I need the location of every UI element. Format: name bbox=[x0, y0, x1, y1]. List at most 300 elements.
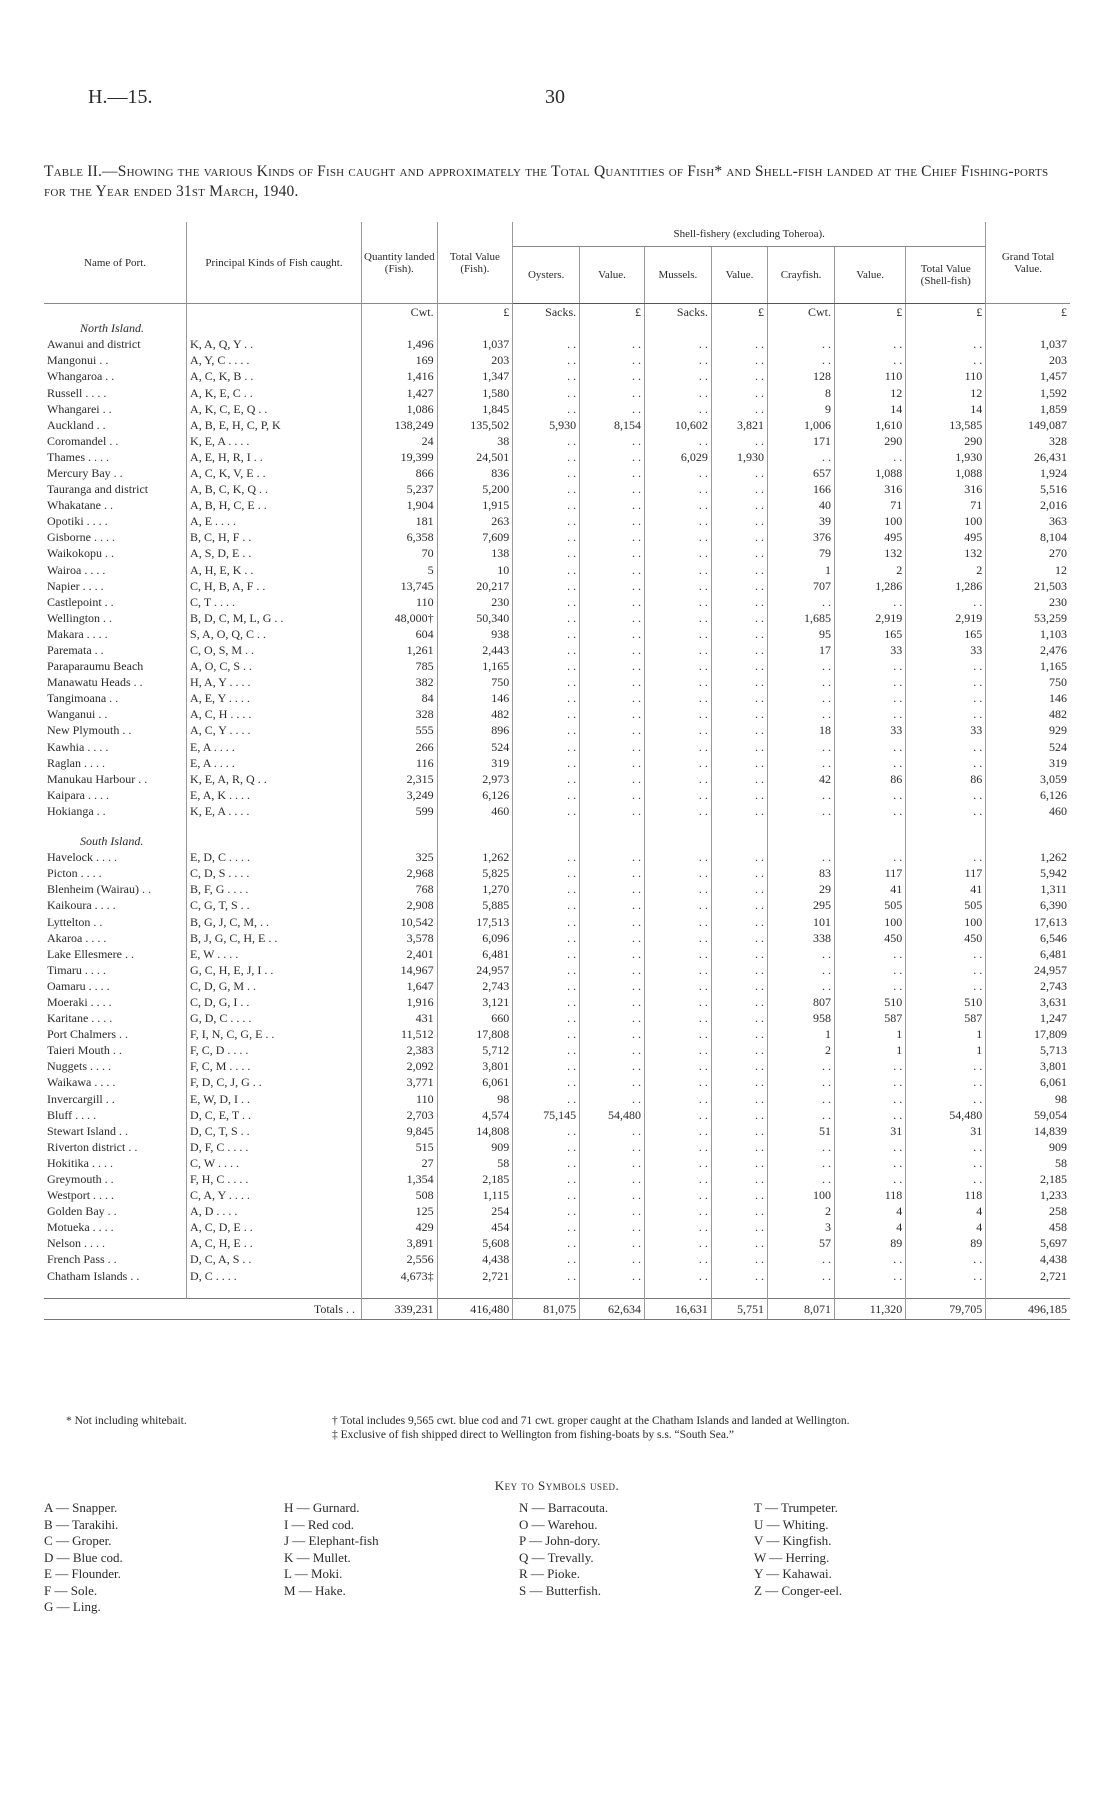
col-header-mussels: Mussels. bbox=[644, 247, 711, 304]
port-name: Paremata . . bbox=[47, 643, 104, 658]
table-row bbox=[44, 881, 1070, 897]
table-cell: . . bbox=[644, 481, 711, 497]
table-cell: 11,512 bbox=[362, 1026, 438, 1042]
table-cell: . . bbox=[644, 1123, 711, 1139]
table-cell: . . bbox=[513, 352, 580, 368]
empty-cell bbox=[644, 819, 711, 833]
fish-kinds: B, C, H, F . . bbox=[187, 529, 362, 545]
table-cell: . . bbox=[513, 610, 580, 626]
table-cell: . . bbox=[906, 1058, 986, 1074]
table-cell: . . bbox=[580, 1123, 645, 1139]
table-cell: 1,286 bbox=[835, 578, 906, 594]
table-cell: . . bbox=[711, 1107, 767, 1123]
total-cell: 416,480 bbox=[437, 1298, 513, 1319]
table-cell: 2,443 bbox=[437, 642, 513, 658]
table-cell: 2,016 bbox=[986, 497, 1070, 513]
table-cell: 3,578 bbox=[362, 930, 438, 946]
col-header-crayfish: Crayfish. bbox=[768, 247, 835, 304]
table-cell: . . bbox=[513, 1268, 580, 1284]
table-cell: 587 bbox=[906, 1010, 986, 1026]
empty-cell bbox=[437, 833, 513, 849]
port-name: Opotiki . . . . bbox=[47, 514, 108, 529]
table-cell: . . bbox=[644, 897, 711, 913]
table-cell: . . bbox=[644, 994, 711, 1010]
table-cell: . . bbox=[580, 1268, 645, 1284]
unit-cell: £ bbox=[906, 304, 986, 321]
table-cell: 42 bbox=[768, 771, 835, 787]
table-cell: . . bbox=[711, 1203, 767, 1219]
table-cell: 2,919 bbox=[835, 610, 906, 626]
table-cell: . . bbox=[513, 513, 580, 529]
table-cell: . . bbox=[513, 755, 580, 771]
table-cell: . . bbox=[644, 946, 711, 962]
table-row bbox=[44, 803, 1070, 819]
table-cell: 1,354 bbox=[362, 1171, 438, 1187]
table-cell: 2,092 bbox=[362, 1058, 438, 1074]
table-cell: 4 bbox=[906, 1219, 986, 1235]
table-cell: 3 bbox=[768, 1219, 835, 1235]
table-cell: . . bbox=[768, 706, 835, 722]
fish-kinds: A, O, C, S . . bbox=[187, 658, 362, 674]
fish-kinds: C, T . . . . bbox=[187, 594, 362, 610]
port-name: New Plymouth . . bbox=[47, 723, 132, 738]
key-entry: V — Kingfish. bbox=[754, 1533, 832, 1548]
fish-kinds: E, W . . . . bbox=[187, 946, 362, 962]
table-row bbox=[44, 706, 1070, 722]
table-cell: . . bbox=[513, 897, 580, 913]
port-name: Lyttelton . . bbox=[47, 914, 103, 929]
table-cell: 48,000† bbox=[362, 610, 438, 626]
table-cell: 909 bbox=[437, 1139, 513, 1155]
key-entry: P — John-dory. bbox=[519, 1533, 601, 1548]
table-cell: . . bbox=[513, 336, 580, 352]
port-name: Nuggets . . . . bbox=[47, 1059, 111, 1074]
table-cell: 181 bbox=[362, 513, 438, 529]
table-cell: . . bbox=[580, 1058, 645, 1074]
table-cell: 1 bbox=[768, 1026, 835, 1042]
table-cell: 429 bbox=[362, 1219, 438, 1235]
table-row bbox=[44, 865, 1070, 881]
table-cell: 33 bbox=[906, 642, 986, 658]
table-cell: . . bbox=[835, 1251, 906, 1267]
section-heading-row bbox=[44, 320, 1070, 336]
table-cell: 2,703 bbox=[362, 1107, 438, 1123]
empty-cell bbox=[644, 833, 711, 849]
page-reference: H.—15. bbox=[88, 86, 153, 108]
table-cell: . . bbox=[711, 529, 767, 545]
table-cell: 71 bbox=[835, 497, 906, 513]
table-cell: . . bbox=[513, 1203, 580, 1219]
empty-cell bbox=[513, 320, 580, 336]
table-row bbox=[44, 1058, 1070, 1074]
table-cell: 450 bbox=[906, 930, 986, 946]
empty-cell bbox=[986, 833, 1070, 849]
table-cell: 750 bbox=[437, 674, 513, 690]
table-cell: . . bbox=[711, 594, 767, 610]
table-cell: . . bbox=[835, 674, 906, 690]
table-cell: . . bbox=[711, 1139, 767, 1155]
table-cell: . . bbox=[906, 755, 986, 771]
table-row bbox=[44, 690, 1070, 706]
table-cell: . . bbox=[906, 1091, 986, 1107]
table-row bbox=[44, 642, 1070, 658]
table-row bbox=[44, 465, 1070, 481]
table-cell: . . bbox=[580, 690, 645, 706]
table-cell: 599 bbox=[362, 803, 438, 819]
table-cell: . . bbox=[644, 497, 711, 513]
table-row bbox=[44, 610, 1070, 626]
table-cell: . . bbox=[644, 706, 711, 722]
table-cell: . . bbox=[513, 946, 580, 962]
table-cell: 1,416 bbox=[362, 368, 438, 384]
port-name: Hokianga . . bbox=[47, 803, 106, 818]
table-cell: . . bbox=[711, 849, 767, 865]
unit-cell: £ bbox=[580, 304, 645, 321]
table-cell: 1 bbox=[906, 1026, 986, 1042]
table-cell: 604 bbox=[362, 626, 438, 642]
key-entry: M — Hake. bbox=[284, 1582, 346, 1598]
table-cell: 100 bbox=[835, 513, 906, 529]
table-cell: . . bbox=[644, 594, 711, 610]
key-entry: D — Blue cod. bbox=[44, 1549, 123, 1565]
table-cell: . . bbox=[711, 1010, 767, 1026]
table-cell: . . bbox=[711, 1219, 767, 1235]
table-cell: 1,247 bbox=[986, 1010, 1070, 1026]
key-entry: Z — Conger-eel. bbox=[754, 1582, 843, 1598]
table-cell: 768 bbox=[362, 881, 438, 897]
total-cell: 11,320 bbox=[835, 1298, 906, 1319]
fish-kinds: C, G, T, S . . bbox=[187, 897, 362, 913]
table-cell: 316 bbox=[835, 481, 906, 497]
table-cell: . . bbox=[644, 1042, 711, 1058]
port-name: Castlepoint . . bbox=[47, 594, 114, 609]
table-cell: 1 bbox=[768, 562, 835, 578]
key-column bbox=[44, 1500, 123, 1616]
table-cell: 1,086 bbox=[362, 401, 438, 417]
table-cell: 1,580 bbox=[437, 384, 513, 400]
table-cell: . . bbox=[835, 1171, 906, 1187]
table-cell: . . bbox=[644, 978, 711, 994]
table-cell: . . bbox=[580, 626, 645, 642]
table-cell: . . bbox=[768, 658, 835, 674]
table-cell: . . bbox=[580, 368, 645, 384]
port-name: Taieri Mouth . . bbox=[47, 1043, 122, 1058]
table-cell: . . bbox=[835, 1074, 906, 1090]
table-cell: . . bbox=[644, 865, 711, 881]
table-cell: . . bbox=[835, 946, 906, 962]
table-cell: . . bbox=[580, 1171, 645, 1187]
table-cell: 1,165 bbox=[986, 658, 1070, 674]
total-cell: 62,634 bbox=[580, 1298, 645, 1319]
table-cell: 1,592 bbox=[986, 384, 1070, 400]
table-row bbox=[44, 1107, 1070, 1123]
table-cell: 290 bbox=[906, 433, 986, 449]
table-cell: 138 bbox=[437, 545, 513, 561]
table-cell: . . bbox=[513, 545, 580, 561]
unit-cell: Sacks. bbox=[644, 304, 711, 321]
table-cell: 203 bbox=[437, 352, 513, 368]
table-row bbox=[44, 1042, 1070, 1058]
port-name: Blenheim (Wairau) . . bbox=[47, 882, 151, 897]
table-cell: . . bbox=[835, 1139, 906, 1155]
table-cell: 17,513 bbox=[437, 913, 513, 929]
table-cell: . . bbox=[906, 1074, 986, 1090]
table-cell: . . bbox=[711, 481, 767, 497]
table-cell: . . bbox=[644, 1203, 711, 1219]
table-cell: . . bbox=[768, 803, 835, 819]
port-name: Awanui and district bbox=[47, 337, 141, 352]
table-cell: 5,713 bbox=[986, 1042, 1070, 1058]
port-name: Nelson . . . . bbox=[47, 1236, 105, 1251]
port-name: Havelock . . . . bbox=[47, 850, 117, 865]
table-cell: 59,054 bbox=[986, 1107, 1070, 1123]
table-cell: . . bbox=[513, 962, 580, 978]
port-name: Riverton district . . bbox=[47, 1139, 138, 1154]
table-cell: . . bbox=[513, 465, 580, 481]
key-entry: S — Butterfish. bbox=[519, 1582, 601, 1598]
table-row bbox=[44, 771, 1070, 787]
table-cell: 5,712 bbox=[437, 1042, 513, 1058]
table-cell: . . bbox=[644, 1235, 711, 1251]
table-cell: . . bbox=[711, 755, 767, 771]
table-cell: . . bbox=[513, 913, 580, 929]
table-cell: . . bbox=[768, 674, 835, 690]
empty-cell bbox=[986, 819, 1070, 833]
table-cell: . . bbox=[768, 962, 835, 978]
table-cell: 17,809 bbox=[986, 1026, 1070, 1042]
table-cell: 3,801 bbox=[437, 1058, 513, 1074]
footnote-total-includes: † Total includes 9,565 cwt. blue cod and 71 cwt. groper caught at the Chatham Islands and landed at Wellington. bbox=[332, 1415, 850, 1427]
table-title: Table II.—Showing the various Kinds of Fish caught and approximately the Total Quantities of Fish* and Shell-fish landed at the Chief Fishing-ports for the Year ended 31st March, 1940. bbox=[44, 163, 1049, 200]
table-cell: . . bbox=[906, 978, 986, 994]
table-cell: . . bbox=[580, 722, 645, 738]
table-row bbox=[44, 384, 1070, 400]
table-cell: . . bbox=[768, 1107, 835, 1123]
table-row bbox=[44, 352, 1070, 368]
table-cell: 18 bbox=[768, 722, 835, 738]
table-cell: 1,286 bbox=[906, 578, 986, 594]
unit-cell: Cwt. bbox=[768, 304, 835, 321]
table-cell: 2,908 bbox=[362, 897, 438, 913]
table-cell: . . bbox=[580, 978, 645, 994]
table-cell: . . bbox=[835, 803, 906, 819]
table-cell: . . bbox=[644, 1010, 711, 1026]
port-name: Kaipara . . . . bbox=[47, 787, 109, 802]
table-cell: . . bbox=[906, 674, 986, 690]
empty-cell bbox=[906, 819, 986, 833]
empty-cell bbox=[986, 320, 1070, 336]
table-cell: . . bbox=[768, 1139, 835, 1155]
col-header-total-value-shell: Total Value (Shell-fish) bbox=[906, 247, 986, 304]
table-cell: . . bbox=[644, 433, 711, 449]
table-cell: 929 bbox=[986, 722, 1070, 738]
table-cell: . . bbox=[711, 803, 767, 819]
table-cell: 1,037 bbox=[437, 336, 513, 352]
table-cell: 2,185 bbox=[437, 1171, 513, 1187]
table-cell: 482 bbox=[986, 706, 1070, 722]
table-cell: . . bbox=[580, 1219, 645, 1235]
table-cell: . . bbox=[644, 690, 711, 706]
table-body bbox=[44, 304, 1070, 1320]
table-cell: . . bbox=[906, 690, 986, 706]
table-cell: 83 bbox=[768, 865, 835, 881]
table-cell: 3,771 bbox=[362, 1074, 438, 1090]
key-column bbox=[754, 1500, 842, 1599]
table-cell: 6,390 bbox=[986, 897, 1070, 913]
table-cell: . . bbox=[580, 336, 645, 352]
fish-kinds: K, E, A, R, Q . . bbox=[187, 771, 362, 787]
table-cell: 328 bbox=[362, 706, 438, 722]
table-cell: . . bbox=[644, 1268, 711, 1284]
table-cell: . . bbox=[644, 336, 711, 352]
fish-kinds: C, W . . . . bbox=[187, 1155, 362, 1171]
col-header-port: Name of Port. bbox=[44, 222, 187, 304]
port-name: Coromandel . . bbox=[47, 433, 119, 448]
table-cell: 4 bbox=[835, 1219, 906, 1235]
table-cell: 4,438 bbox=[986, 1251, 1070, 1267]
table-cell: . . bbox=[906, 658, 986, 674]
table-cell: 71 bbox=[906, 497, 986, 513]
total-cell: 79,705 bbox=[906, 1298, 986, 1319]
table-cell: 460 bbox=[437, 803, 513, 819]
table-cell: 295 bbox=[768, 897, 835, 913]
fish-kinds: E, A, K . . . . bbox=[187, 787, 362, 803]
table-cell: 909 bbox=[986, 1139, 1070, 1155]
fish-kinds: A, E, Y . . . . bbox=[187, 690, 362, 706]
key-entry: Q — Trevally. bbox=[519, 1549, 594, 1565]
table-cell: . . bbox=[711, 626, 767, 642]
table-cell: 524 bbox=[986, 739, 1070, 755]
table-cell: 2,476 bbox=[986, 642, 1070, 658]
table-cell: 1 bbox=[835, 1042, 906, 1058]
key-column bbox=[284, 1500, 379, 1599]
table-cell: 57 bbox=[768, 1235, 835, 1251]
key-column bbox=[519, 1500, 608, 1599]
table-cell: . . bbox=[906, 1251, 986, 1267]
table-cell: 587 bbox=[835, 1010, 906, 1026]
unit-cell: £ bbox=[986, 304, 1070, 321]
table-cell: . . bbox=[768, 1268, 835, 1284]
table-cell: . . bbox=[513, 674, 580, 690]
table-cell: 13,585 bbox=[906, 417, 986, 433]
table-cell: . . bbox=[711, 962, 767, 978]
table-cell: . . bbox=[513, 865, 580, 881]
empty-cell bbox=[580, 1284, 645, 1299]
table-cell: 555 bbox=[362, 722, 438, 738]
table-row bbox=[44, 994, 1070, 1010]
table-cell: . . bbox=[513, 849, 580, 865]
table-cell: . . bbox=[580, 1187, 645, 1203]
table-cell: 6,481 bbox=[437, 946, 513, 962]
table-cell: . . bbox=[906, 1171, 986, 1187]
col-header-value: Value. bbox=[580, 247, 645, 304]
table-cell: 14,967 bbox=[362, 962, 438, 978]
fish-kinds: K, A, Q, Y . . bbox=[187, 336, 362, 352]
table-cell: 8,104 bbox=[986, 529, 1070, 545]
table-cell: . . bbox=[711, 352, 767, 368]
table-cell: 482 bbox=[437, 706, 513, 722]
col-header-quantity: Quantity landed (Fish). bbox=[362, 222, 438, 304]
table-cell: . . bbox=[835, 1155, 906, 1171]
key-entry: L — Moki. bbox=[284, 1566, 343, 1581]
fish-kinds: A, S, D, E . . bbox=[187, 545, 362, 561]
table-cell: 505 bbox=[906, 897, 986, 913]
table-cell: . . bbox=[644, 352, 711, 368]
port-name: Wairoa . . . . bbox=[47, 562, 106, 577]
table-cell: 14,808 bbox=[437, 1123, 513, 1139]
port-name: Russell . . . . bbox=[47, 385, 107, 400]
table-cell: 13,745 bbox=[362, 578, 438, 594]
empty-cell bbox=[644, 320, 711, 336]
empty-cell bbox=[906, 320, 986, 336]
table-cell: . . bbox=[580, 1042, 645, 1058]
fish-kinds: E, D, C . . . . bbox=[187, 849, 362, 865]
empty-cell bbox=[768, 819, 835, 833]
table-cell: . . bbox=[580, 562, 645, 578]
table-cell: 1,088 bbox=[835, 465, 906, 481]
table-row bbox=[44, 658, 1070, 674]
key-entry: E — Flounder. bbox=[44, 1566, 121, 1581]
table-cell: 3,631 bbox=[986, 994, 1070, 1010]
table-cell: . . bbox=[711, 562, 767, 578]
empty-cell bbox=[768, 1284, 835, 1299]
table-cell: 50,340 bbox=[437, 610, 513, 626]
table-cell: . . bbox=[768, 1058, 835, 1074]
table-cell: . . bbox=[644, 1219, 711, 1235]
total-cell: 81,075 bbox=[513, 1298, 580, 1319]
table-cell: 6,029 bbox=[644, 449, 711, 465]
table-cell: 2,968 bbox=[362, 865, 438, 881]
table-cell: . . bbox=[644, 755, 711, 771]
port-name: Whakatane . . bbox=[47, 498, 113, 513]
table-cell: 657 bbox=[768, 465, 835, 481]
table-cell: 866 bbox=[362, 465, 438, 481]
unit-cell: Cwt. bbox=[362, 304, 438, 321]
table-cell: . . bbox=[644, 465, 711, 481]
table-cell: 40 bbox=[768, 497, 835, 513]
table-cell: . . bbox=[768, 787, 835, 803]
footnote-whitebait: * Not including whitebait. bbox=[66, 1415, 187, 1427]
table-cell: 17,808 bbox=[437, 1026, 513, 1042]
table-row bbox=[44, 401, 1070, 417]
table-cell: . . bbox=[644, 1171, 711, 1187]
table-cell: . . bbox=[513, 739, 580, 755]
table-cell: . . bbox=[580, 1026, 645, 1042]
table-cell: 290 bbox=[835, 433, 906, 449]
fish-kinds: A, B, E, H, C, P, K bbox=[187, 417, 362, 433]
table-cell: . . bbox=[580, 352, 645, 368]
total-cell: 496,185 bbox=[986, 1298, 1070, 1319]
table-cell: . . bbox=[644, 913, 711, 929]
table-cell: . . bbox=[513, 449, 580, 465]
table-cell: . . bbox=[513, 881, 580, 897]
table-cell: 1,496 bbox=[362, 336, 438, 352]
table-cell: 100 bbox=[906, 513, 986, 529]
table-cell: . . bbox=[768, 946, 835, 962]
table-row bbox=[44, 417, 1070, 433]
port-name: Kaikoura . . . . bbox=[47, 898, 116, 913]
table-cell: . . bbox=[711, 513, 767, 529]
table-row bbox=[44, 497, 1070, 513]
key-entry: O — Warehou. bbox=[519, 1516, 598, 1532]
table-cell: 51 bbox=[768, 1123, 835, 1139]
empty-cell bbox=[906, 1284, 986, 1299]
table-cell: . . bbox=[644, 529, 711, 545]
fish-kinds: D, C, E, T . . bbox=[187, 1107, 362, 1123]
empty-cell bbox=[711, 833, 767, 849]
table-cell: . . bbox=[513, 578, 580, 594]
port-name: Timaru . . . . bbox=[47, 962, 106, 977]
